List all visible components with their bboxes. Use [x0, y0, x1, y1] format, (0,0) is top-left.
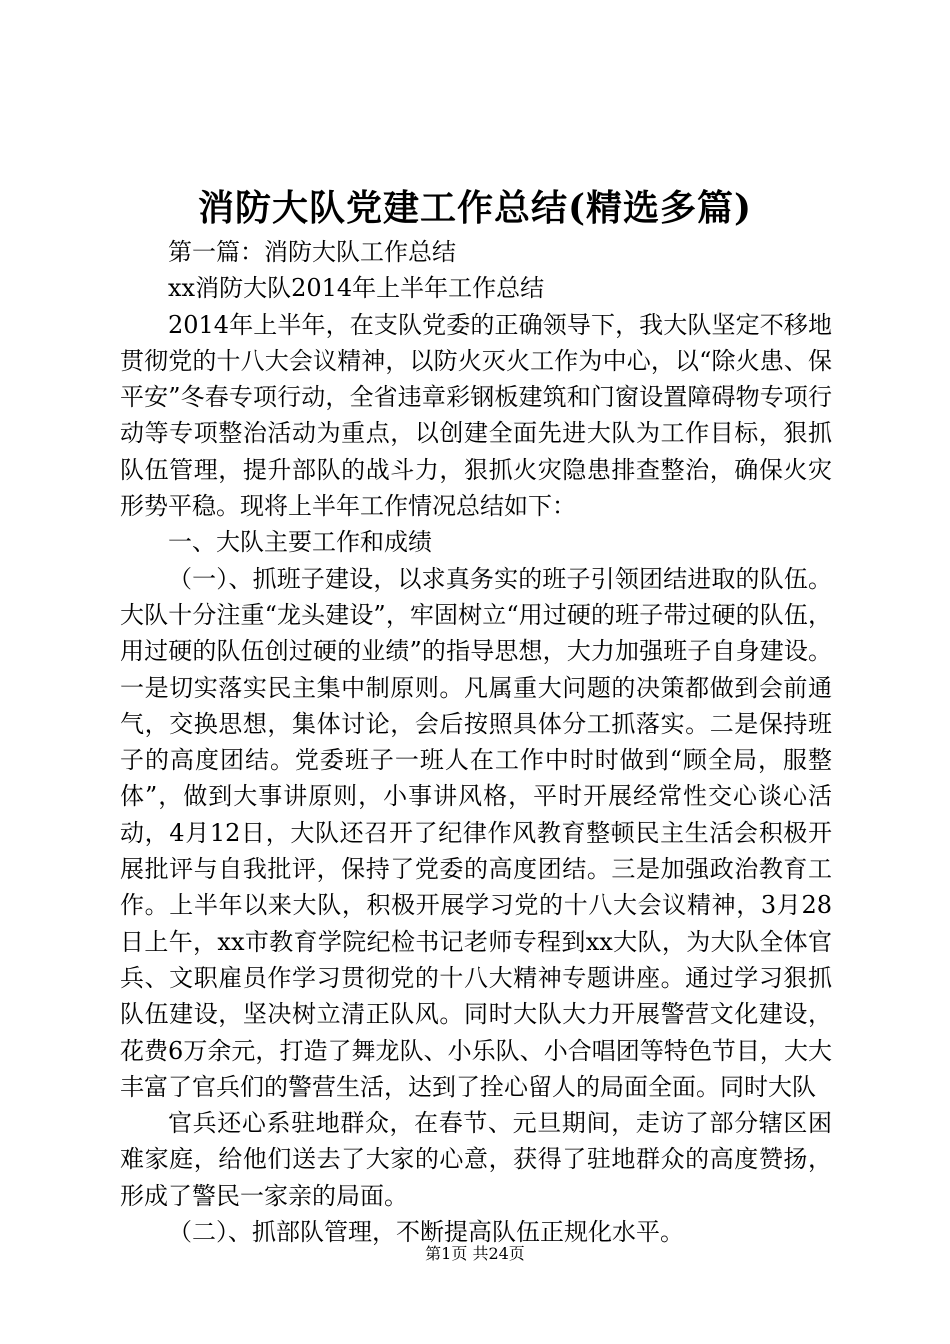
- paragraph-subtitle: xx消防大队2014年上半年工作总结: [168, 274, 545, 303]
- paragraph-intro: 2014年上半年，在支队党委的正确领导下，我大队坚定不移地贯彻党的十八大会议精神，以防火灭火工作为中心，以“除火患、保平安”冬春专项行动，全省违章彩钢板建筑和门窗设置障碍物专项行动等专项整治活动为重点，以创建全面先进大队为工作目标，狠抓队伍管理，提升部队的战斗力，狠抓火灾隐患排查整治，确保火灾形势平稳。现将上半年工作情况总结如下：: [120, 310, 832, 521]
- paragraph-team-building: （一）、抓班子建设，以求真务实的班子引领团结进取的队伍。大队十分注重“龙头建设”，牢固树立“用过硬的班子带过硬的队伍，用过硬的队伍创过硬的业绩”的指导思想，大力加强班子自身建设。一是切实落实民主集中制原则。凡属重大问题的决策都做到会前通气，交换思想，集体讨论，会后按照具体分工抓落实。二是保持班子的高度团结。党委班子一班人在工作中时时做到“顾全局，服整体”，做到大事讲原则，小事讲风格，平时开展经常性交心谈心活动，4月12日，大队还召开了纪律作风教育整顿民主生活会积极开展批评与自我批评，保持了党委的高度团结。三是加强政治教育工作。上半年以来大队，积极开展学习党的十八大会议精神，3月28日上午，xx市教育学院纪检书记老师专程到xx大队，为大队全体官兵、文职雇员作学习贯彻党的十八大精神专题讲座。通过学习狠抓队伍建设，坚决树立清正队风。同时大队大力开展警营文化建设，花费6万余元，打造了舞龙队、小乐队、小合唱团等特色节目，大大丰富了官兵们的警营生活，达到了拴心留人的局面全面。同时大队: [120, 564, 832, 1101]
- document-title: 消防大队党建工作总结(精选多篇): [197, 187, 753, 229]
- paragraph-heading-two: （二）、抓部队管理，不断提高队伍正规化水平。: [168, 1218, 684, 1247]
- paragraph-section-heading: 第一篇：消防大队工作总结: [168, 238, 456, 266]
- document-body: [120, 234, 832, 1250]
- page-number-footer: 第1页 共24页: [425, 1244, 525, 1263]
- paragraph-community: 官兵还心系驻地群众，在春节、元旦期间，走访了部分辖区困难家庭，给他们送去了大家的心意，获得了驻地群众的高度赞扬，形成了警民一家亲的局面。: [120, 1109, 832, 1210]
- paragraph-heading-one: 一、大队主要工作和成绩: [168, 528, 432, 557]
